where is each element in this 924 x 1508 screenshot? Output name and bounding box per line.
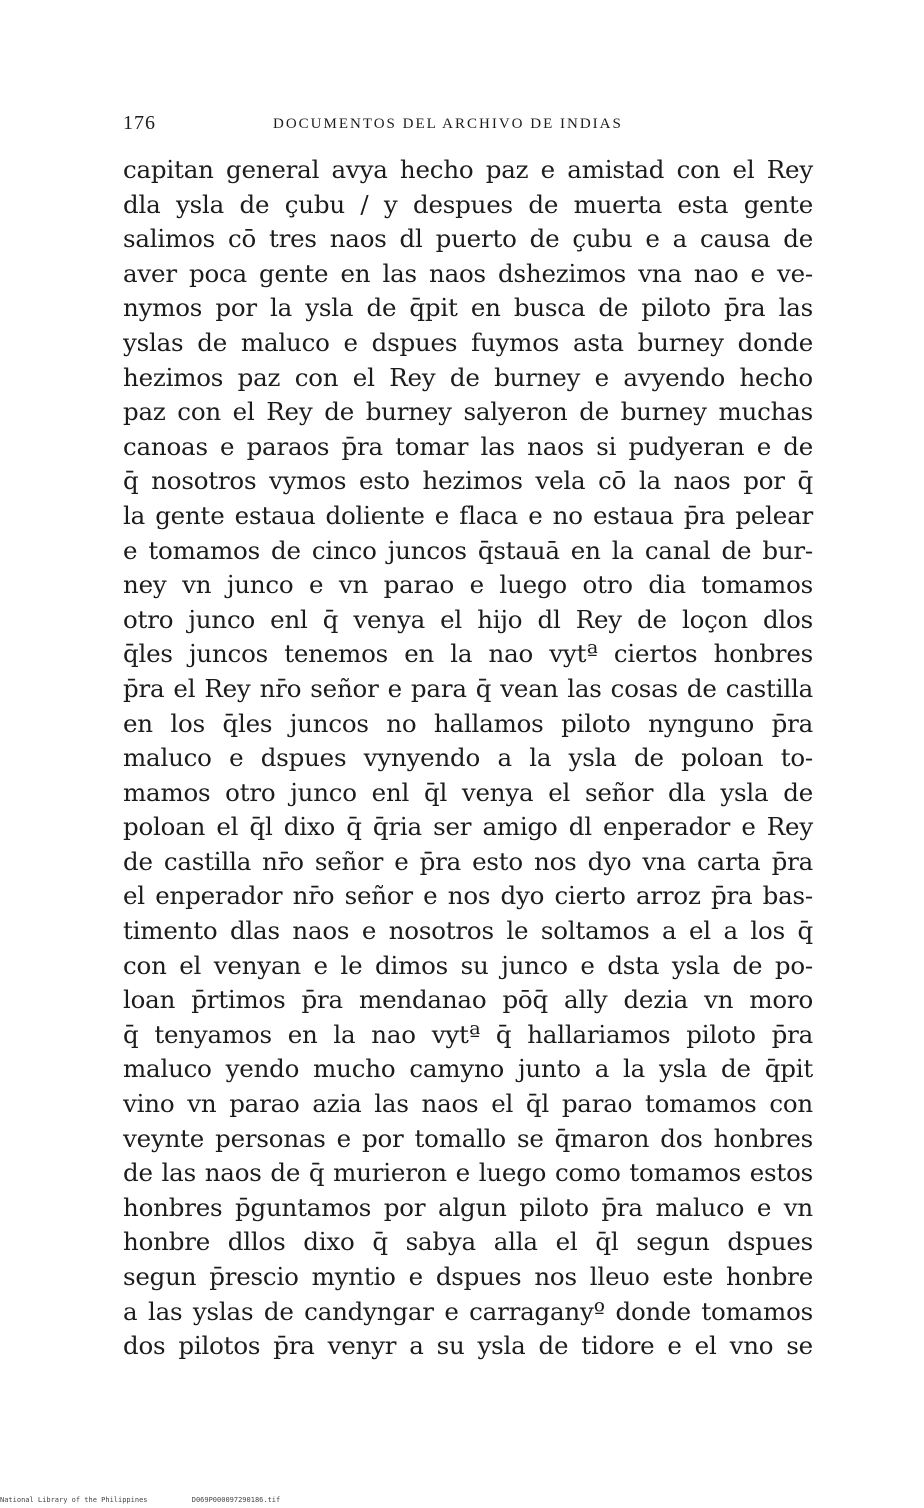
text-line: dos pilotos p̄ra venyr a su ysla de tidore e el vno se [123, 1331, 813, 1361]
text-line: capitan general avya hecho paz e amistad con el Rey [123, 155, 813, 184]
text-line: paz con el Rey de burney salyeron de burney muchas [123, 397, 813, 427]
text-line: nymos por la ysla de q̄pit en busca de piloto p̄ra las [123, 293, 813, 323]
text-line: maluco e dspues vynyendo a la ysla de poloan to- [123, 743, 813, 773]
page-number: 176 [123, 112, 156, 134]
text-line: aver poca gente en las naos dshezimos vna nao e ve- [123, 258, 813, 288]
text-line: con el venyan e le dimos su junco e dsta ysla de po- [123, 950, 813, 980]
text-line: la gente estaua doliente e flaca e no estaua p̄ra pelear [123, 500, 813, 530]
text-line: de castilla nr̄o señor e p̄ra esto nos dyo vna carta p̄ra [123, 846, 813, 876]
page-header [123, 112, 803, 142]
text-line: de las naos de q̄ murieron e luego como tomamos estos [123, 1158, 813, 1188]
text-line: maluco yendo mucho camyno junto a la ysla de q̄pit [123, 1054, 813, 1084]
text-line: p̄ra el Rey nr̄o señor e para q̄ vean las cosas de castilla [123, 673, 813, 703]
text-line: segun p̄rescio myntio e dspues nos lleuo este honbre [123, 1262, 813, 1291]
text-line: q̄ nosotros vymos esto hezimos vela cō la naos por q̄ [123, 466, 813, 496]
text-line: otro junco enl q̄ venya el hijo dl Rey de loçon dlos [123, 604, 813, 634]
text-line: canoas e paraos p̄ra tomar las naos si pudyeran e de [123, 431, 813, 461]
text-line: ney vn junco e vn parao e luego otro dia tomamos [123, 570, 813, 600]
text-line: vino vn parao azia las naos el q̄l parao tomamos con [123, 1089, 813, 1119]
text-line: loan p̄rtimos p̄ra mendanao pōq̄ ally dezia vn moro [123, 985, 813, 1015]
text-line: el enperador nr̄o señor e nos dyo cierto arroz p̄ra bas- [123, 881, 813, 911]
text-line: dla ysla de çubu / y despues de muerta esta gente [123, 189, 813, 219]
text-line: q̄ tenyamos en la nao vytª q̄ hallariamos piloto p̄ra [123, 1019, 813, 1049]
text-line: veynte personas e por tomallo se q̄maron dos honbres [123, 1123, 813, 1153]
text-line: honbre dllos dixo q̄ sabya alla el q̄l segun dspues [123, 1227, 813, 1257]
text-line: hezimos paz con el Rey de burney e avyendo hecho [123, 362, 813, 392]
text-line: mamos otro junco enl q̄l venya el señor dla ysla de [123, 777, 813, 807]
text-line: en los q̄les juncos no hallamos piloto nynguno p̄ra [123, 708, 813, 738]
text-line: salimos cō tres naos dl puerto de çubu e a causa de [123, 224, 813, 254]
text-line: timento dlas naos e nosotros le soltamos a el a los q̄ [123, 916, 813, 946]
footer-library: National Library of the Philippines [0, 1496, 148, 1504]
text-line: e tomamos de cinco juncos q̄stauā en la canal de bur- [123, 535, 813, 565]
text-line: yslas de maluco e dspues fuymos asta burney donde [123, 327, 813, 357]
scan-footer [0, 1496, 320, 1504]
footer-file: D069P000097290186.tif [191, 1496, 281, 1504]
running-head: DOCUMENTOS DEL ARCHIVO DE INDIAS [273, 116, 623, 132]
text-line: poloan el q̄l dixo q̄ q̄ria ser amigo dl enperador e Rey [123, 812, 813, 842]
text-line: q̄les juncos tenemos en la nao vytª ciertos honbres [123, 639, 813, 669]
text-line: a las yslas de candyngar e carraganyº donde tomamos [123, 1296, 813, 1326]
body-text [123, 153, 813, 1364]
text-line: honbres p̄guntamos por algun piloto p̄ra maluco e vn [123, 1192, 813, 1222]
